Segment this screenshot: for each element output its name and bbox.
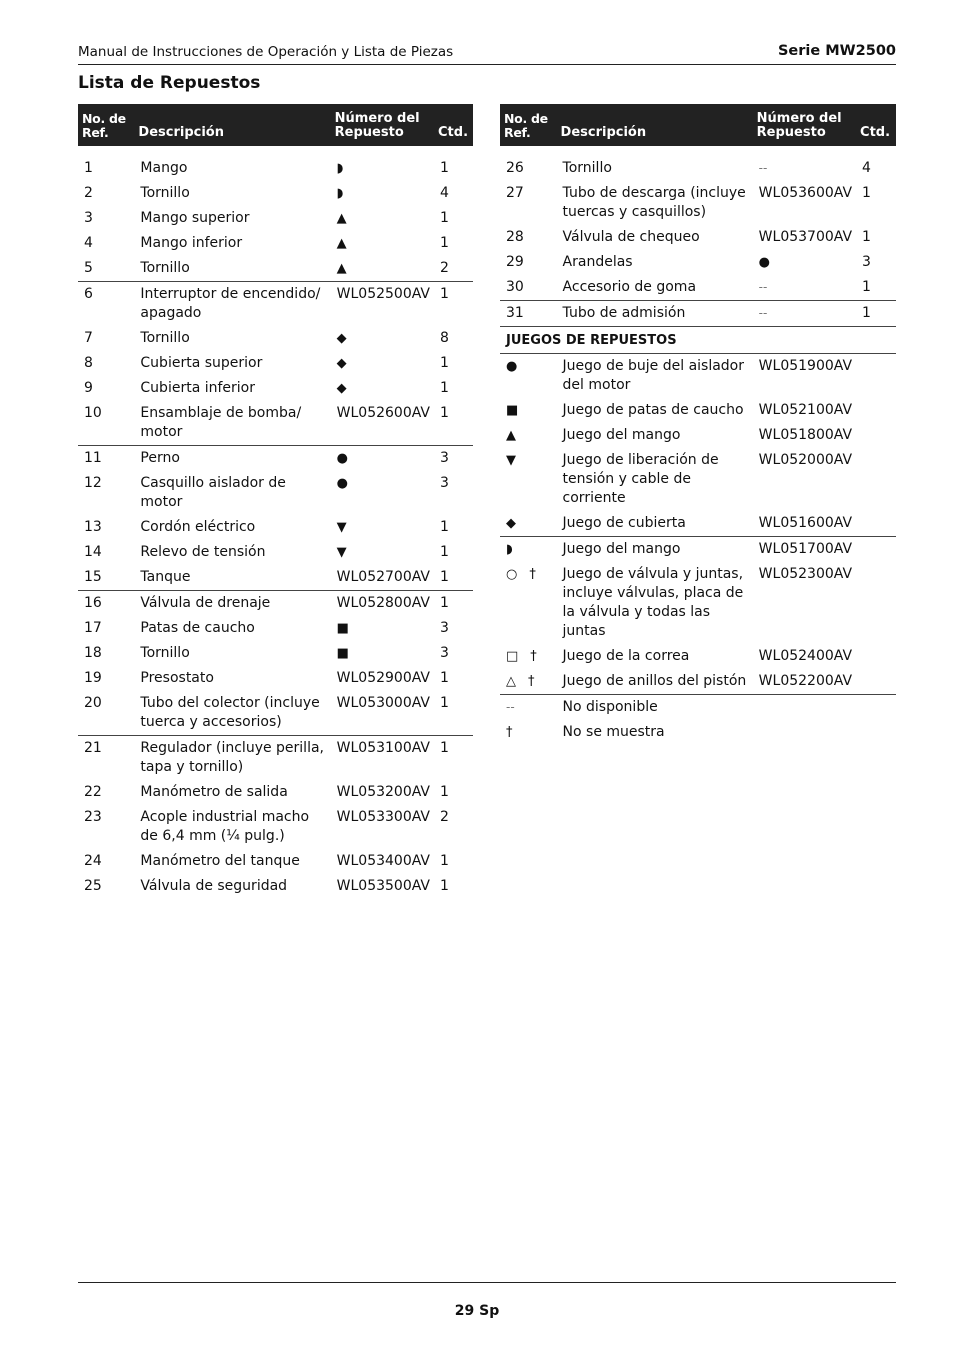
ref-cell: 22 [84,784,102,800]
ref-cell: 2 [84,185,93,201]
part-cell: -- [753,275,856,301]
ref-cell: 18 [84,645,102,661]
qty-cell: 3 [440,620,449,636]
desc-cell: Perno [140,450,180,466]
ref-cell: 9 [84,380,93,396]
col-desc-header: Descripción [557,104,753,146]
part-cell: ■ [336,646,349,661]
kit-symbol: ▼ [506,453,516,468]
desc-cell: Tubo del colector (incluye tuerca y accesorios) [134,691,330,736]
legend-desc: No disponible [562,699,658,715]
desc-cell: Arandelas [562,254,633,270]
kit-symbol: ◆ [500,511,557,537]
kit-desc: Juego de buje del aislador del motor [562,358,745,393]
qty-cell: 1 [434,691,473,736]
desc-cell: Tubo de admisión [557,301,753,327]
kit-symbol: ◗ [506,542,513,557]
kit-desc: Juego de liberación de tensión y cable de corriente [562,452,719,506]
kit-part: WL051900AV [758,358,853,374]
footer-divider [78,1282,896,1283]
qty-cell: 1 [862,229,871,245]
part-cell: ■ [336,621,349,636]
qty-cell: 1 [856,275,896,301]
table-header [78,104,473,146]
ref-cell: 3 [84,210,93,226]
part-cell: WL053600AV [758,185,853,201]
kit-desc: Juego del mango [562,541,681,557]
header-divider [78,64,896,65]
part-cell: ▲ [336,236,347,251]
ref-cell: 21 [84,740,102,756]
kit-desc: Juego de cubierta [557,511,753,537]
ref-cell: 28 [506,229,524,245]
qty-cell: 1 [440,544,449,560]
kit-part: WL051600AV [753,511,856,537]
kit-desc: Juego de válvula y juntas, incluye válvulas, placa de la válvula y todas las juntas [562,566,744,639]
qty-cell: 1 [440,210,449,226]
desc-cell: Tubo de descarga (incluye tuercas y casquillos) [562,185,746,220]
part-cell: ● [336,476,348,491]
ref-cell: 5 [78,256,134,282]
qty-cell: 1 [440,670,449,686]
kits-section-title: JUEGOS DE REPUESTOS [500,327,896,354]
ref-cell: 1 [84,160,93,176]
series-label: Serie MW2500 [777,43,896,59]
qty-cell: 1 [434,565,473,591]
ref-cell: 11 [84,450,102,466]
part-cell: WL052700AV [331,565,434,591]
col-qty-header: Ctd. [856,104,896,146]
part-cell: WL053700AV [758,229,853,245]
kit-symbol: ▲ [506,428,516,443]
qty-cell: 1 [440,519,449,535]
table-header [500,104,896,146]
qty-cell: 1 [434,401,473,446]
kit-part: WL052300AV [758,566,853,582]
ref-cell: 4 [84,235,93,251]
ref-cell: 19 [84,670,102,686]
qty-cell: 1 [440,595,449,611]
desc-cell: Acople industrial macho de 6,4 mm (¼ pulg.) [140,809,310,844]
part-cell: WL053500AV [336,878,431,894]
kit-desc: Juego de patas de caucho [562,402,744,418]
ref-cell: 16 [84,595,102,611]
kit-desc: Juego del mango [562,427,681,443]
desc-cell: Accesorio de goma [557,275,753,301]
ref-cell: 15 [78,565,134,591]
desc-cell: Manómetro del tanque [140,853,300,869]
part-cell: ▲ [336,211,347,226]
desc-cell: Válvula de chequeo [562,229,700,245]
qty-cell: 4 [862,160,871,176]
part-cell: WL052800AV [336,595,431,611]
kit-part: WL052400AV [758,648,853,664]
part-cell: WL053400AV [336,853,431,869]
part-cell: ▼ [336,545,347,560]
part-cell: WL053200AV [336,784,431,800]
part-cell: ● [758,255,771,270]
part-cell: ◗ [336,186,344,201]
part-cell: ◆ [336,356,347,371]
ref-cell: 8 [84,355,93,371]
qty-cell: 1 [440,784,449,800]
kit-part: WL052100AV [758,402,853,418]
qty-cell: 3 [440,450,449,466]
kit-part: WL052200AV [753,669,856,695]
ref-cell: 27 [506,185,524,201]
desc-cell: Manómetro de salida [140,784,288,800]
dagger-icon: † [528,674,535,689]
desc-cell: Tornillo [134,256,330,282]
qty-cell: 2 [434,256,473,282]
desc-cell: Válvula de drenaje [140,595,271,611]
col-part-header: Número del Repuesto [753,104,856,146]
kit-part: WL052000AV [758,452,853,468]
kit-part: WL051800AV [758,427,853,443]
kit-desc: Juego de anillos del pistón [557,669,753,695]
kit-symbol: ■ [506,403,519,418]
qty-cell: 1 [440,380,449,396]
desc-cell: Regulador (incluye perilla, tapa y tornillo) [140,740,324,775]
qty-cell: 1 [440,355,449,371]
part-cell: ◗ [336,161,344,176]
dagger-icon: † [530,649,537,664]
desc-cell: Tanque [134,565,330,591]
qty-cell: 1 [440,853,449,869]
qty-cell: 1 [440,286,449,302]
part-cell: WL052600AV [331,401,434,446]
desc-cell: Tornillo [140,330,190,346]
desc-cell: Patas de caucho [140,620,255,636]
dagger-icon: † [529,567,536,582]
part-cell: ▼ [336,520,347,535]
col-part-header: Número del Repuesto [331,104,434,146]
ref-cell: 6 [84,286,93,302]
desc-cell: Cubierta inferior [140,380,255,396]
desc-cell: Mango inferior [140,235,243,251]
legend-symbol: † [506,725,513,740]
part-cell: -- [753,301,856,327]
parts-table-right [500,104,896,745]
qty-cell: 1 [862,185,871,201]
ref-cell: 20 [78,691,134,736]
legend-desc: No se muestra [562,724,665,740]
desc-cell: Interruptor de encendido/ apagado [140,286,321,321]
kit-symbol: □ † [506,649,537,664]
desc-cell: Casquillo aislador de motor [140,475,286,510]
qty-cell: 1 [856,301,896,327]
kit-symbol: ● [506,359,518,374]
legend-symbol: -- [506,700,515,714]
desc-cell: Tornillo [562,160,612,176]
manual-title: Manual de Instrucciones de Operación y Lista de Piezas [78,44,454,60]
page-title: Lista de Repuestos [78,73,261,93]
part-cell: WL052500AV [336,286,431,302]
ref-cell: 17 [84,620,102,636]
kit-symbol: ○ † [506,567,536,582]
desc-cell: Mango [140,160,188,176]
qty-cell: 1 [440,740,449,756]
qty-cell: 1 [440,160,449,176]
col-ref-header: No. de Ref. [500,104,557,146]
qty-cell: 3 [440,475,449,491]
qty-cell: 3 [440,645,449,661]
kit-part: WL051700AV [758,541,853,557]
kit-symbol: △ † [500,669,557,695]
ref-cell: 7 [84,330,93,346]
part-cell: ◆ [336,381,347,396]
col-ref-header: No. de Ref. [78,104,134,146]
part-cell: ◆ [336,331,347,346]
desc-cell: Tornillo [140,645,190,661]
desc-cell: Tornillo [140,185,190,201]
part-cell: -- [758,161,768,175]
qty-cell: 3 [862,254,871,270]
parts-table-left [78,104,473,899]
desc-cell: Válvula de seguridad [140,878,288,894]
part-cell: WL053000AV [331,691,434,736]
page-number: 29 Sp [454,1303,500,1319]
ref-cell: 23 [84,809,102,825]
ref-cell: 14 [84,544,102,560]
ref-cell: 13 [84,519,102,535]
part-cell: WL052900AV [336,670,431,686]
ref-cell: 30 [500,275,557,301]
part-cell: ▲ [331,256,434,282]
part-cell: ● [336,451,348,466]
kit-desc: Juego de la correa [562,648,690,664]
ref-cell: 24 [84,853,102,869]
part-cell: WL053100AV [336,740,431,756]
qty-cell: 8 [440,330,449,346]
ref-cell: 26 [506,160,524,176]
desc-cell: Ensamblaje de bomba/ motor [134,401,330,446]
qty-cell: 1 [440,235,449,251]
desc-cell: Mango superior [140,210,250,226]
desc-cell: Presostato [140,670,214,686]
desc-cell: Cubierta superior [140,355,263,371]
col-desc-header: Descripción [134,104,330,146]
ref-cell: 29 [506,254,524,270]
ref-cell: 25 [84,878,102,894]
part-cell: WL053300AV [336,809,431,825]
qty-cell: 1 [440,878,449,894]
desc-cell: Relevo de tensión [140,544,266,560]
qty-cell: 2 [440,809,449,825]
ref-cell: 12 [84,475,102,491]
ref-cell: 31 [500,301,557,327]
desc-cell: Cordón eléctrico [140,519,256,535]
qty-cell: 4 [440,185,449,201]
ref-cell: 10 [78,401,134,446]
col-qty-header: Ctd. [434,104,473,146]
